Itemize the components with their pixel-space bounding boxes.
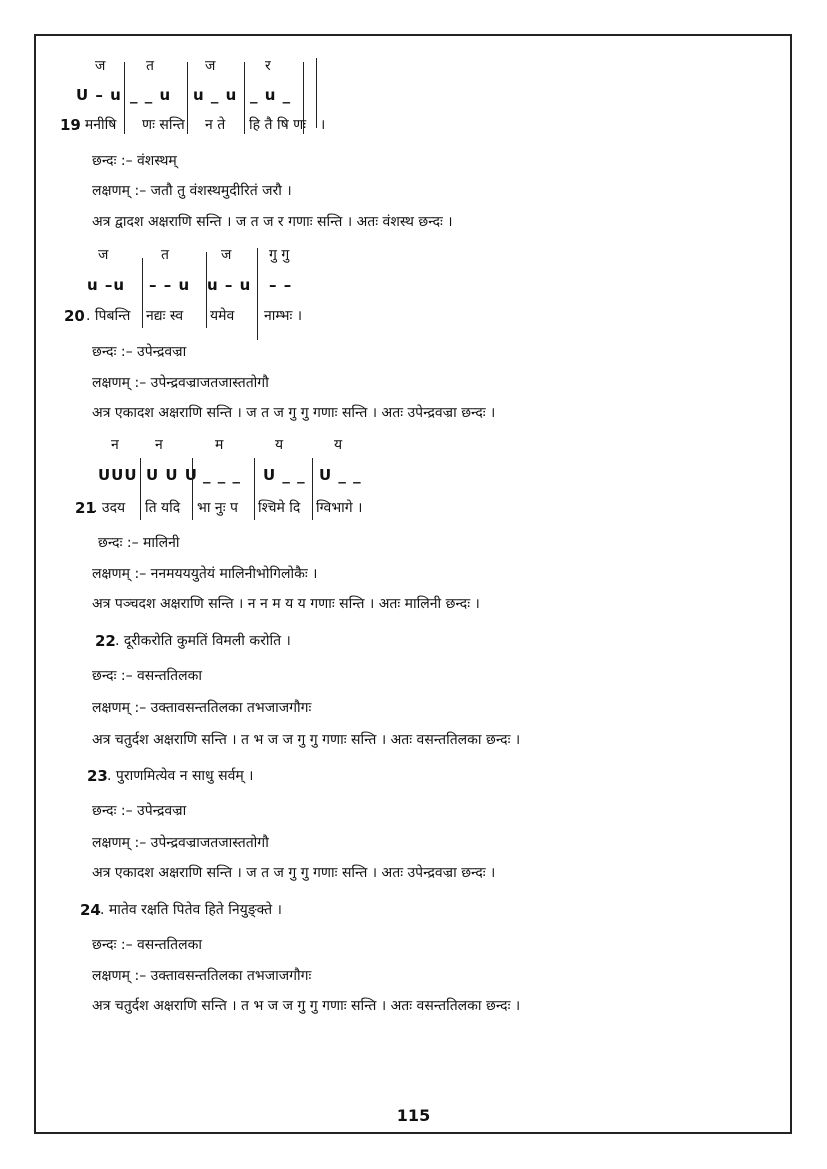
chhandah-line: छन्दः :– वसन्ततिलका bbox=[92, 668, 203, 684]
metre-marks: UUU bbox=[98, 466, 138, 484]
metre-marks: U – u bbox=[76, 86, 122, 104]
verse-number: 21 bbox=[75, 499, 96, 517]
gana-label: ज bbox=[95, 58, 106, 74]
verse-syllables: न ते bbox=[205, 117, 226, 133]
verse-syllables: ग्विभागे । bbox=[316, 500, 363, 516]
divider bbox=[312, 458, 313, 520]
gana-label: र bbox=[265, 58, 271, 74]
metre-marks: – – bbox=[269, 276, 293, 294]
chhandah-line: छन्दः :– वंशस्थम् bbox=[92, 153, 177, 169]
verse-syllables: . उदय bbox=[93, 500, 126, 516]
divider bbox=[124, 62, 125, 134]
divider bbox=[244, 62, 245, 134]
metre-marks: _ u _ bbox=[250, 86, 292, 104]
verse-syllables: हि तै षि णः bbox=[249, 117, 307, 133]
chhandah-line: छन्दः :– उपेन्द्रवज्रा bbox=[92, 803, 187, 819]
gana-label: न bbox=[111, 437, 119, 453]
lakshanam-line: लक्षणम् :– उक्तावसन्ततिलका तभजाजगौगः bbox=[92, 968, 312, 984]
divider bbox=[257, 248, 258, 340]
gana-label: ज bbox=[221, 247, 232, 263]
gana-label: य bbox=[334, 437, 343, 453]
gana-label: म bbox=[215, 437, 224, 453]
explanation-line: अत्र चतुर्दश अक्षराणि सन्ति । त भ ज ज गु गु गणाः सन्ति । अतः वसन्ततिलका छन्दः । bbox=[92, 732, 521, 748]
gana-label: य bbox=[275, 437, 284, 453]
metre-marks: U U U bbox=[146, 466, 198, 484]
verse-syllables: । bbox=[320, 117, 326, 133]
verse-text: . दूरीकरोति कुमतिं विमली करोति । bbox=[115, 633, 291, 649]
explanation-line: अत्र एकादश अक्षराणि सन्ति । ज त ज गु गु गणाः सन्ति । अतः उपेन्द्रवज्रा छन्दः । bbox=[92, 405, 496, 421]
divider bbox=[206, 252, 207, 328]
verse-syllables: ति यदि bbox=[145, 500, 181, 516]
divider bbox=[254, 458, 255, 520]
gana-label: ज bbox=[98, 247, 109, 263]
chhandah-line: छन्दः :– उपेन्द्रवज्रा bbox=[92, 344, 187, 360]
explanation-line: अत्र पञ्चदश अक्षराणि सन्ति । न न म य य गणाः सन्ति । अतः मालिनी छन्दः । bbox=[92, 596, 480, 612]
divider bbox=[142, 258, 143, 328]
verse-syllables: भा नुः प bbox=[197, 500, 238, 516]
verse-number: 22 bbox=[95, 632, 116, 650]
metre-marks: U _ _ bbox=[319, 466, 362, 484]
verse-number: 24 bbox=[80, 901, 101, 919]
explanation-line: अत्र द्वादश अक्षराणि सन्ति । ज त ज र गणाः सन्ति । अतः वंशस्थ छन्दः । bbox=[92, 214, 453, 230]
explanation-line: अत्र चतुर्दश अक्षराणि सन्ति । त भ ज ज गु गु गणाः सन्ति । अतः वसन्ततिलका छन्दः । bbox=[92, 998, 521, 1014]
chhandah-line: छन्दः :– वसन्ततिलका bbox=[92, 937, 203, 953]
metre-marks: _ _ u bbox=[130, 86, 172, 104]
verse-syllables: नाम्भः । bbox=[264, 308, 303, 324]
lakshanam-line: लक्षणम् :– उपेन्द्रवज्राजतजास्ततोगौ bbox=[92, 835, 269, 851]
verse-syllables: . पिबन्ति bbox=[86, 308, 131, 324]
metre-marks: u –u bbox=[87, 276, 126, 294]
verse-number: 20 bbox=[64, 307, 85, 325]
verse-syllables: यमेव bbox=[210, 308, 235, 324]
verse-syllables: . मनीषि bbox=[76, 117, 117, 133]
verse-number: 19 bbox=[60, 116, 81, 134]
explanation-line: अत्र एकादश अक्षराणि सन्ति । ज त ज गु गु गणाः सन्ति । अतः उपेन्द्रवज्रा छन्दः । bbox=[92, 865, 496, 881]
verse-text: . मातेव रक्षति पितेव हिते नियुङ्क्ते । bbox=[100, 902, 282, 918]
chhandah-line: छन्दः :– मालिनी bbox=[98, 535, 180, 551]
metre-marks: U _ _ bbox=[263, 466, 306, 484]
divider bbox=[192, 458, 193, 520]
divider bbox=[140, 458, 141, 520]
verse-syllables: णः सन्ति bbox=[142, 117, 185, 133]
page-number: 115 bbox=[396, 1106, 431, 1125]
verse-syllables: नद्यः स्व bbox=[146, 308, 184, 324]
lakshanam-line: लक्षणम् :– उक्तावसन्ततिलका तभजाजगौगः bbox=[92, 700, 312, 716]
verse-text: . पुराणमित्येव न साधु सर्वम् । bbox=[107, 768, 254, 784]
lakshanam-line: लक्षणम् :– ननमयययुतेयं मालिनीभोगिलोकैः । bbox=[92, 566, 318, 582]
gana-label: गु गु bbox=[269, 247, 290, 263]
divider bbox=[187, 62, 188, 134]
gana-label: त bbox=[146, 58, 154, 74]
divider bbox=[316, 58, 317, 128]
lakshanam-line: लक्षणम् :– उपेन्द्रवज्राजतजास्ततोगौ bbox=[92, 375, 269, 391]
lakshanam-line: लक्षणम् :– जतौ तु वंशस्थमुदीरितं जरौ । bbox=[92, 183, 292, 199]
metre-marks: _ _ _ bbox=[203, 466, 241, 484]
gana-label: ज bbox=[205, 58, 216, 74]
verse-syllables: श्चिमे दि bbox=[258, 500, 301, 516]
gana-label: न bbox=[155, 437, 163, 453]
verse-number: 23 bbox=[87, 767, 108, 785]
metre-marks: – – u bbox=[149, 276, 191, 294]
metre-marks: u – u bbox=[207, 276, 252, 294]
metre-marks: u _ u bbox=[193, 86, 238, 104]
gana-label: त bbox=[161, 247, 169, 263]
